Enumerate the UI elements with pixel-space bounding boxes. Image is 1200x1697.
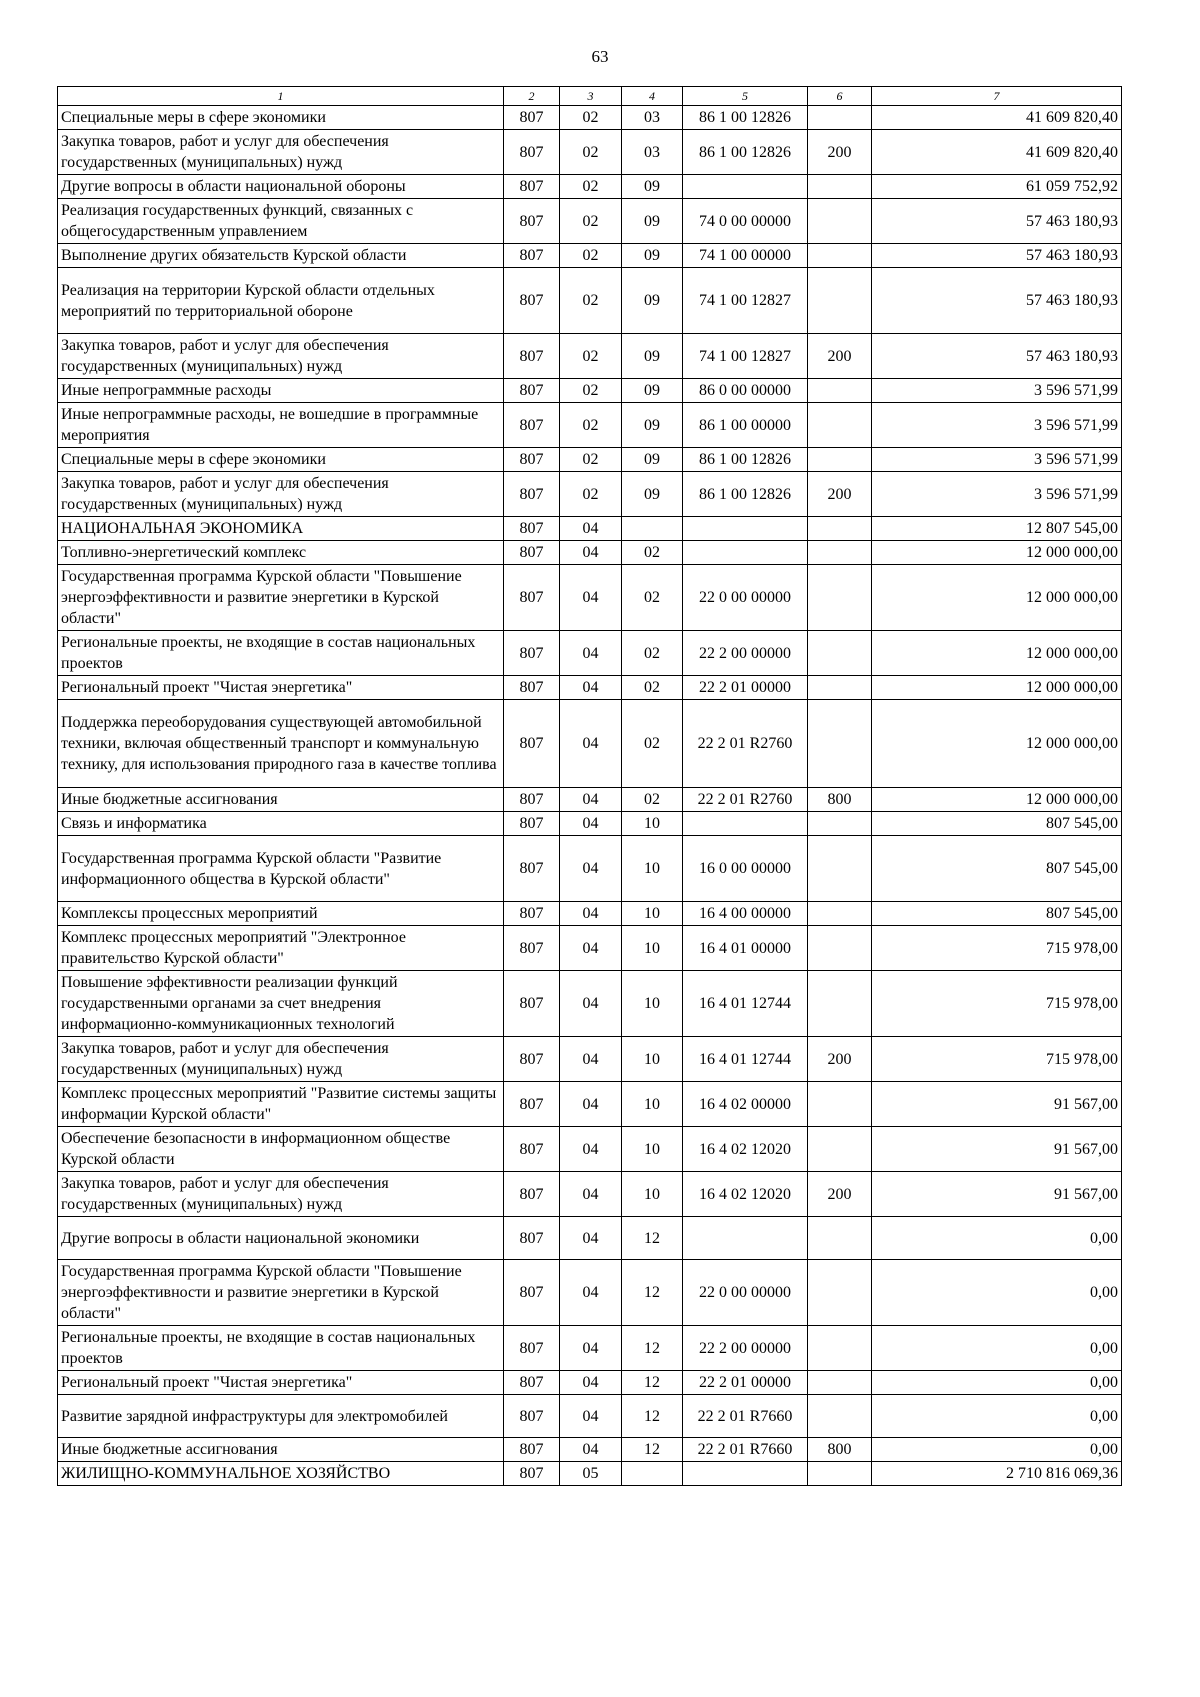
section-code-cell: 807 <box>504 565 560 631</box>
expense-type-code-cell <box>808 836 872 902</box>
subsection-code-cell: 12 <box>622 1326 683 1371</box>
row-name-cell: Региональные проекты, не входящие в состав национальных проектов <box>58 1326 504 1371</box>
expense-type-code-cell <box>808 926 872 971</box>
amount-cell: 12 000 000,00 <box>872 541 1122 565</box>
subsection-code-cell: 10 <box>622 1082 683 1127</box>
chapter-code-cell: 04 <box>560 812 622 836</box>
amount-cell: 12 000 000,00 <box>872 565 1122 631</box>
expense-type-code-cell <box>808 448 872 472</box>
section-code-cell: 807 <box>504 971 560 1037</box>
section-code-cell: 807 <box>504 1127 560 1172</box>
expense-type-code-cell <box>808 175 872 199</box>
target-article-code-cell: 86 1 00 12826 <box>683 106 808 130</box>
header-cell: 6 <box>808 87 872 106</box>
subsection-code-cell: 09 <box>622 268 683 334</box>
subsection-code-cell: 10 <box>622 812 683 836</box>
subsection-code-cell: 09 <box>622 472 683 517</box>
chapter-code-cell: 04 <box>560 971 622 1037</box>
amount-cell: 3 596 571,99 <box>872 448 1122 472</box>
row-name-cell: Комплекс процессных мероприятий "Электронное правительство Курской области" <box>58 926 504 971</box>
section-code-cell: 807 <box>504 517 560 541</box>
row-name-cell: Топливно-энергетический комплекс <box>58 541 504 565</box>
table-row <box>58 1438 1122 1462</box>
target-article-code-cell: 22 2 00 00000 <box>683 631 808 676</box>
row-name-cell: Специальные меры в сфере экономики <box>58 448 504 472</box>
target-article-code-cell: 22 2 00 00000 <box>683 1326 808 1371</box>
row-name-cell: Закупка товаров, работ и услуг для обеспечения государственных (муниципальных) нужд <box>58 1172 504 1217</box>
target-article-code-cell: 22 2 01 R2760 <box>683 788 808 812</box>
table-row <box>58 175 1122 199</box>
target-article-code-cell: 22 2 01 00000 <box>683 1371 808 1395</box>
amount-cell: 807 545,00 <box>872 812 1122 836</box>
chapter-code-cell: 04 <box>560 1371 622 1395</box>
amount-cell: 57 463 180,93 <box>872 334 1122 379</box>
subsection-code-cell: 09 <box>622 244 683 268</box>
target-article-code-cell <box>683 175 808 199</box>
table-row <box>58 902 1122 926</box>
table-row <box>58 517 1122 541</box>
section-code-cell: 807 <box>504 1395 560 1438</box>
table-row <box>58 130 1122 175</box>
section-code-cell: 807 <box>504 812 560 836</box>
subsection-code-cell: 10 <box>622 1127 683 1172</box>
amount-cell: 12 000 000,00 <box>872 700 1122 788</box>
expense-type-code-cell <box>808 1082 872 1127</box>
chapter-code-cell: 02 <box>560 268 622 334</box>
section-code-cell: 807 <box>504 926 560 971</box>
chapter-code-cell: 02 <box>560 403 622 448</box>
target-article-code-cell <box>683 1217 808 1260</box>
table-row <box>58 1127 1122 1172</box>
amount-cell: 807 545,00 <box>872 902 1122 926</box>
row-name-cell: Выполнение других обязательств Курской области <box>58 244 504 268</box>
expense-type-code-cell <box>808 700 872 788</box>
row-name-cell: Иные бюджетные ассигнования <box>58 788 504 812</box>
subsection-code-cell: 09 <box>622 334 683 379</box>
section-code-cell: 807 <box>504 106 560 130</box>
section-code-cell: 807 <box>504 1037 560 1082</box>
target-article-code-cell <box>683 541 808 565</box>
row-name-cell: Закупка товаров, работ и услуг для обеспечения государственных (муниципальных) нужд <box>58 472 504 517</box>
row-name-cell: Иные непрограммные расходы <box>58 379 504 403</box>
subsection-code-cell: 09 <box>622 448 683 472</box>
chapter-code-cell: 04 <box>560 902 622 926</box>
expense-type-code-cell <box>808 676 872 700</box>
chapter-code-cell: 04 <box>560 1172 622 1217</box>
amount-cell: 0,00 <box>872 1395 1122 1438</box>
row-name-cell: Комплексы процессных мероприятий <box>58 902 504 926</box>
expense-type-code-cell <box>808 1127 872 1172</box>
table-row <box>58 1326 1122 1371</box>
chapter-code-cell: 02 <box>560 379 622 403</box>
amount-cell: 91 567,00 <box>872 1172 1122 1217</box>
amount-cell: 2 710 816 069,36 <box>872 1462 1122 1486</box>
amount-cell: 3 596 571,99 <box>872 472 1122 517</box>
chapter-code-cell: 04 <box>560 1217 622 1260</box>
target-article-code-cell: 74 1 00 12827 <box>683 268 808 334</box>
row-name-cell: Обеспечение безопасности в информационном обществе Курской области <box>58 1127 504 1172</box>
row-name-cell: Другие вопросы в области национальной обороны <box>58 175 504 199</box>
amount-cell: 715 978,00 <box>872 1037 1122 1082</box>
expense-type-code-cell <box>808 1326 872 1371</box>
subsection-code-cell: 12 <box>622 1371 683 1395</box>
header-cell: 2 <box>504 87 560 106</box>
section-code-cell: 807 <box>504 541 560 565</box>
amount-cell: 12 000 000,00 <box>872 788 1122 812</box>
row-name-cell: Развитие зарядной инфраструктуры для электромобилей <box>58 1395 504 1438</box>
table-row <box>58 448 1122 472</box>
target-article-code-cell: 22 2 01 R7660 <box>683 1438 808 1462</box>
row-name-cell: Реализация на территории Курской области отдельных мероприятий по территориальной обороне <box>58 268 504 334</box>
target-article-code-cell: 22 0 00 00000 <box>683 1260 808 1326</box>
chapter-code-cell: 04 <box>560 517 622 541</box>
table-row <box>58 1395 1122 1438</box>
expense-type-code-cell: 200 <box>808 130 872 175</box>
chapter-code-cell: 02 <box>560 199 622 244</box>
target-article-code-cell: 16 0 00 00000 <box>683 836 808 902</box>
expense-type-code-cell <box>808 517 872 541</box>
table-row <box>58 472 1122 517</box>
amount-cell: 57 463 180,93 <box>872 199 1122 244</box>
chapter-code-cell: 04 <box>560 631 622 676</box>
expense-type-code-cell: 200 <box>808 1172 872 1217</box>
row-name-cell: Иные непрограммные расходы, не вошедшие в программные мероприятия <box>58 403 504 448</box>
target-article-code-cell: 22 2 01 R7660 <box>683 1395 808 1438</box>
subsection-code-cell: 10 <box>622 1037 683 1082</box>
amount-cell: 57 463 180,93 <box>872 268 1122 334</box>
amount-cell: 12 000 000,00 <box>872 631 1122 676</box>
section-code-cell: 807 <box>504 676 560 700</box>
table-row <box>58 836 1122 902</box>
target-article-code-cell: 22 0 00 00000 <box>683 565 808 631</box>
section-code-cell: 807 <box>504 1082 560 1127</box>
table-row <box>58 700 1122 788</box>
header-row <box>58 87 1122 106</box>
section-code-cell: 807 <box>504 130 560 175</box>
target-article-code-cell: 16 4 01 12744 <box>683 1037 808 1082</box>
chapter-code-cell: 04 <box>560 700 622 788</box>
target-article-code-cell: 86 1 00 12826 <box>683 472 808 517</box>
subsection-code-cell: 03 <box>622 106 683 130</box>
target-article-code-cell: 16 4 01 12744 <box>683 971 808 1037</box>
table-row <box>58 334 1122 379</box>
amount-cell: 0,00 <box>872 1371 1122 1395</box>
table-row <box>58 244 1122 268</box>
expense-type-code-cell <box>808 1371 872 1395</box>
section-code-cell: 807 <box>504 1326 560 1371</box>
section-code-cell: 807 <box>504 334 560 379</box>
subsection-code-cell: 09 <box>622 199 683 244</box>
amount-cell: 3 596 571,99 <box>872 379 1122 403</box>
subsection-code-cell: 09 <box>622 379 683 403</box>
budget-table <box>57 86 1122 1486</box>
section-code-cell: 807 <box>504 1172 560 1217</box>
expense-type-code-cell <box>808 268 872 334</box>
amount-cell: 0,00 <box>872 1326 1122 1371</box>
table-row <box>58 1217 1122 1260</box>
expense-type-code-cell <box>808 379 872 403</box>
row-name-cell: Региональные проекты, не входящие в состав национальных проектов <box>58 631 504 676</box>
table-row <box>58 1082 1122 1127</box>
chapter-code-cell: 02 <box>560 130 622 175</box>
table-row <box>58 788 1122 812</box>
row-name-cell: Повышение эффективности реализации функций государственными органами за счет внедрения информационно-коммуникационных технологий <box>58 971 504 1037</box>
table-row <box>58 926 1122 971</box>
section-code-cell: 807 <box>504 836 560 902</box>
expense-type-code-cell <box>808 1462 872 1486</box>
amount-cell: 61 059 752,92 <box>872 175 1122 199</box>
page-number: 63 <box>591 47 609 66</box>
chapter-code-cell: 04 <box>560 565 622 631</box>
section-code-cell: 807 <box>504 472 560 517</box>
header-cell: 4 <box>622 87 683 106</box>
subsection-code-cell: 12 <box>622 1438 683 1462</box>
section-code-cell: 807 <box>504 448 560 472</box>
target-article-code-cell: 16 4 02 00000 <box>683 1082 808 1127</box>
chapter-code-cell: 04 <box>560 1326 622 1371</box>
section-code-cell: 807 <box>504 631 560 676</box>
section-code-cell: 807 <box>504 788 560 812</box>
target-article-code-cell: 74 0 00 00000 <box>683 199 808 244</box>
subsection-code-cell: 02 <box>622 700 683 788</box>
expense-type-code-cell <box>808 902 872 926</box>
target-article-code-cell: 86 1 00 12826 <box>683 448 808 472</box>
section-code-cell: 807 <box>504 403 560 448</box>
section-code-cell: 807 <box>504 268 560 334</box>
chapter-code-cell: 04 <box>560 1082 622 1127</box>
expense-type-code-cell <box>808 1260 872 1326</box>
target-article-code-cell <box>683 812 808 836</box>
subsection-code-cell: 02 <box>622 631 683 676</box>
table-row <box>58 1037 1122 1082</box>
subsection-code-cell: 02 <box>622 541 683 565</box>
subsection-code-cell: 10 <box>622 902 683 926</box>
section-code-cell: 807 <box>504 902 560 926</box>
chapter-code-cell: 04 <box>560 1037 622 1082</box>
expense-type-code-cell: 200 <box>808 1037 872 1082</box>
expense-type-code-cell <box>808 199 872 244</box>
amount-cell: 12 807 545,00 <box>872 517 1122 541</box>
subsection-code-cell: 12 <box>622 1260 683 1326</box>
expense-type-code-cell: 800 <box>808 1438 872 1462</box>
header-cell: 5 <box>683 87 808 106</box>
row-name-cell: Специальные меры в сфере экономики <box>58 106 504 130</box>
subsection-code-cell <box>622 1462 683 1486</box>
chapter-code-cell: 02 <box>560 334 622 379</box>
subsection-code-cell: 02 <box>622 565 683 631</box>
table-row <box>58 631 1122 676</box>
subsection-code-cell: 02 <box>622 676 683 700</box>
target-article-code-cell: 16 4 00 00000 <box>683 902 808 926</box>
table-row <box>58 106 1122 130</box>
section-code-cell: 807 <box>504 1260 560 1326</box>
expense-type-code-cell <box>808 541 872 565</box>
chapter-code-cell: 02 <box>560 472 622 517</box>
target-article-code-cell: 22 2 01 R2760 <box>683 700 808 788</box>
row-name-cell: Закупка товаров, работ и услуг для обеспечения государственных (муниципальных) нужд <box>58 130 504 175</box>
subsection-code-cell <box>622 517 683 541</box>
chapter-code-cell: 02 <box>560 244 622 268</box>
expense-type-code-cell <box>808 971 872 1037</box>
subsection-code-cell: 09 <box>622 175 683 199</box>
row-name-cell: Региональный проект "Чистая энергетика" <box>58 676 504 700</box>
chapter-code-cell: 04 <box>560 926 622 971</box>
subsection-code-cell: 10 <box>622 836 683 902</box>
amount-cell: 807 545,00 <box>872 836 1122 902</box>
target-article-code-cell: 86 0 00 00000 <box>683 379 808 403</box>
amount-cell: 0,00 <box>872 1217 1122 1260</box>
expense-type-code-cell <box>808 631 872 676</box>
expense-type-code-cell <box>808 244 872 268</box>
amount-cell: 91 567,00 <box>872 1127 1122 1172</box>
row-name-cell: Другие вопросы в области национальной экономики <box>58 1217 504 1260</box>
amount-cell: 41 609 820,40 <box>872 130 1122 175</box>
chapter-code-cell: 04 <box>560 541 622 565</box>
subsection-code-cell: 12 <box>622 1217 683 1260</box>
table-row <box>58 268 1122 334</box>
subsection-code-cell: 03 <box>622 130 683 175</box>
chapter-code-cell: 04 <box>560 1395 622 1438</box>
amount-cell: 3 596 571,99 <box>872 403 1122 448</box>
header-cell: 7 <box>872 87 1122 106</box>
expense-type-code-cell <box>808 812 872 836</box>
amount-cell: 715 978,00 <box>872 971 1122 1037</box>
expense-type-code-cell <box>808 565 872 631</box>
target-article-code-cell: 74 1 00 12827 <box>683 334 808 379</box>
section-code-cell: 807 <box>504 1438 560 1462</box>
amount-cell: 91 567,00 <box>872 1082 1122 1127</box>
target-article-code-cell <box>683 1462 808 1486</box>
subsection-code-cell: 10 <box>622 926 683 971</box>
target-article-code-cell: 16 4 02 12020 <box>683 1172 808 1217</box>
row-name-cell: Государственная программа Курской области "Развитие информационного общества в Курской области" <box>58 836 504 902</box>
subsection-code-cell: 02 <box>622 788 683 812</box>
chapter-code-cell: 04 <box>560 1260 622 1326</box>
table-row <box>58 1371 1122 1395</box>
section-code-cell: 807 <box>504 1462 560 1486</box>
amount-cell: 0,00 <box>872 1260 1122 1326</box>
chapter-code-cell: 04 <box>560 1127 622 1172</box>
expense-type-code-cell <box>808 1395 872 1438</box>
table-row <box>58 676 1122 700</box>
target-article-code-cell: 16 4 02 12020 <box>683 1127 808 1172</box>
table-row <box>58 379 1122 403</box>
table-row <box>58 971 1122 1037</box>
amount-cell: 12 000 000,00 <box>872 676 1122 700</box>
section-code-cell: 807 <box>504 1217 560 1260</box>
subsection-code-cell: 10 <box>622 971 683 1037</box>
chapter-code-cell: 04 <box>560 836 622 902</box>
header-cell: 1 <box>58 87 504 106</box>
amount-cell: 41 609 820,40 <box>872 106 1122 130</box>
subsection-code-cell: 12 <box>622 1395 683 1438</box>
section-code-cell: 807 <box>504 199 560 244</box>
expense-type-code-cell: 200 <box>808 472 872 517</box>
section-code-cell: 807 <box>504 1371 560 1395</box>
target-article-code-cell: 86 1 00 00000 <box>683 403 808 448</box>
table-row <box>58 403 1122 448</box>
row-name-cell: НАЦИОНАЛЬНАЯ ЭКОНОМИКА <box>58 517 504 541</box>
header-cell: 3 <box>560 87 622 106</box>
row-name-cell: Поддержка переоборудования существующей автомобильной техники, включая общественный транспорт и коммунальную технику, для использования природного газа в качестве топлива <box>58 700 504 788</box>
table-row <box>58 565 1122 631</box>
amount-cell: 0,00 <box>872 1438 1122 1462</box>
row-name-cell: Закупка товаров, работ и услуг для обеспечения государственных (муниципальных) нужд <box>58 334 504 379</box>
target-article-code-cell: 86 1 00 12826 <box>683 130 808 175</box>
target-article-code-cell: 74 1 00 00000 <box>683 244 808 268</box>
chapter-code-cell: 04 <box>560 676 622 700</box>
section-code-cell: 807 <box>504 379 560 403</box>
subsection-code-cell: 10 <box>622 1172 683 1217</box>
subsection-code-cell: 09 <box>622 403 683 448</box>
target-article-code-cell: 22 2 01 00000 <box>683 676 808 700</box>
row-name-cell: Закупка товаров, работ и услуг для обеспечения государственных (муниципальных) нужд <box>58 1037 504 1082</box>
chapter-code-cell: 04 <box>560 1438 622 1462</box>
row-name-cell: Иные бюджетные ассигнования <box>58 1438 504 1462</box>
chapter-code-cell: 05 <box>560 1462 622 1486</box>
table-row <box>58 199 1122 244</box>
chapter-code-cell: 02 <box>560 175 622 199</box>
target-article-code-cell <box>683 517 808 541</box>
table-row <box>58 541 1122 565</box>
chapter-code-cell: 04 <box>560 788 622 812</box>
table-row <box>58 812 1122 836</box>
expense-type-code-cell: 200 <box>808 334 872 379</box>
row-name-cell: Реализация государственных функций, связанных с общегосударственным управлением <box>58 199 504 244</box>
section-code-cell: 807 <box>504 244 560 268</box>
section-code-cell: 807 <box>504 700 560 788</box>
row-name-cell: Государственная программа Курской области "Повышение энергоэффективности и развитие энергетики в Курской области" <box>58 565 504 631</box>
target-article-code-cell: 16 4 01 00000 <box>683 926 808 971</box>
table-row <box>58 1172 1122 1217</box>
row-name-cell: Связь и информатика <box>58 812 504 836</box>
row-name-cell: Региональный проект "Чистая энергетика" <box>58 1371 504 1395</box>
row-name-cell: ЖИЛИЩНО-КОММУНАЛЬНОЕ ХОЗЯЙСТВО <box>58 1462 504 1486</box>
chapter-code-cell: 02 <box>560 448 622 472</box>
expense-type-code-cell: 800 <box>808 788 872 812</box>
chapter-code-cell: 02 <box>560 106 622 130</box>
expense-type-code-cell <box>808 403 872 448</box>
row-name-cell: Государственная программа Курской области "Повышение энергоэффективности и развитие энергетики в Курской области" <box>58 1260 504 1326</box>
amount-cell: 57 463 180,93 <box>872 244 1122 268</box>
table-row <box>58 1462 1122 1486</box>
section-code-cell: 807 <box>504 175 560 199</box>
row-name-cell: Комплекс процессных мероприятий "Развитие системы защиты информации Курской области" <box>58 1082 504 1127</box>
table-row <box>58 1260 1122 1326</box>
expense-type-code-cell <box>808 106 872 130</box>
amount-cell: 715 978,00 <box>872 926 1122 971</box>
expense-type-code-cell <box>808 1217 872 1260</box>
